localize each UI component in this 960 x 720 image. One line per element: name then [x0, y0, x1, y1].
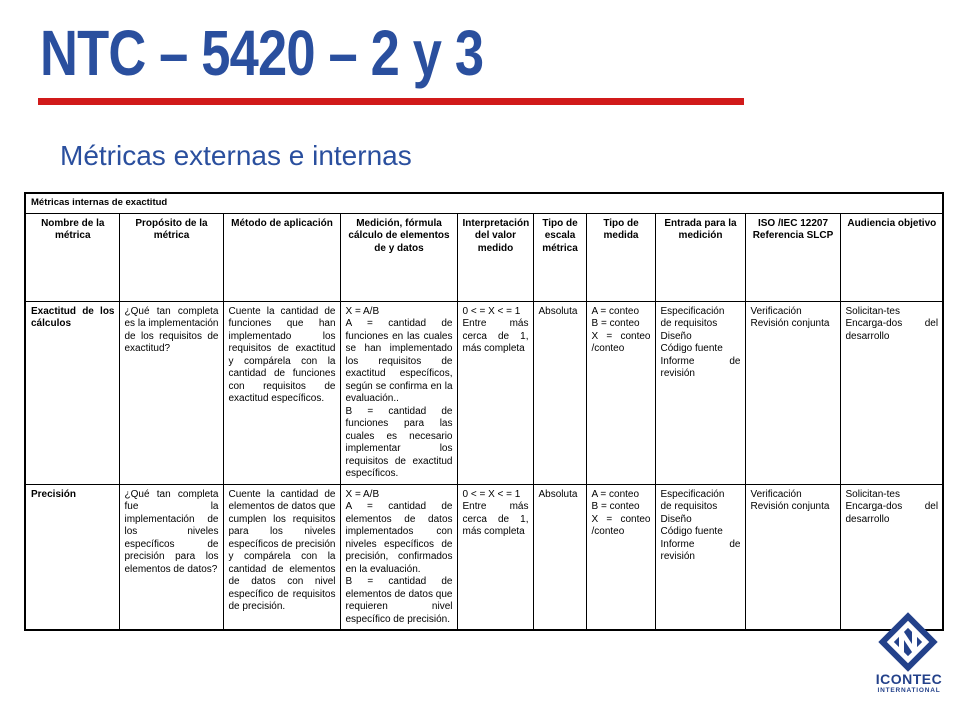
table-cell: Solicitan-tes Encarga-dos del desarrollo [840, 484, 943, 630]
table-cell: Cuente la cantidad de elementos de datos que cumplen los requisitos para los niveles específicos de precisión y compárela con la cantidad de elementos de datos con nivel específico de requisitos de precisión. [223, 484, 340, 630]
logo-subtext: INTERNATIONAL [877, 687, 941, 694]
slide-subtitle: Métricas externas e internas [60, 140, 412, 171]
table-row [25, 301, 943, 484]
table-cell: Verificación Revisión conjunta [745, 484, 840, 630]
table-cell: Absoluta [533, 484, 586, 630]
table-row [25, 484, 943, 630]
header-cell: Método de aplicación [223, 213, 340, 301]
table-cell: ¿Qué tan completa fue la implementación de los niveles específicos de precisión para los elementos de datos? [119, 484, 223, 630]
table-cell: X = A/B A = cantidad de elementos de datos implementados con niveles específicos de precisión, confirmados en la evaluación. B = cantidad de elementos de datos que requieren nivel específico de precisión. [340, 484, 457, 630]
metrics-table [24, 192, 944, 631]
metric-name-cell: Precisión [25, 484, 119, 630]
table-cell: A = conteo B = conteo X = conteo /conteo [586, 301, 655, 484]
table-cell: Absoluta [533, 301, 586, 484]
header-cell: Interpretación del valor medido [457, 213, 533, 301]
header-cell: Tipo de escala métrica [533, 213, 586, 301]
table-cell: Solicitan-tes Encarga-dos del desarrollo [840, 301, 943, 484]
title-underline [38, 98, 744, 105]
header-cell: ISO /IEC 12207 Referencia SLCP [745, 213, 840, 301]
header-cell: Medición, fórmula cálculo de elementos de y datos [340, 213, 457, 301]
table-cell: Verificación Revisión conjunta [745, 301, 840, 484]
table-caption: Métricas internas de exactitud [25, 193, 943, 213]
table-cell: ¿Qué tan completa es la implementación de los requisitos de exactitud? [119, 301, 223, 484]
header-cell: Tipo de medida [586, 213, 655, 301]
slide-title: NTC – 5420 – 2 y 3 [40, 17, 484, 89]
table-cell: A = conteo B = conteo X = conteo /conteo [586, 484, 655, 630]
table-cell: X = A/B A = cantidad de funciones en las cuales se han implementado los requisitos de exactitud específicos, según se confirma en la evaluación.. B = cantidad de funciones para las cuales es necesario implementar los requisitos de exactitud específicos. [340, 301, 457, 484]
metric-name-cell: Exactitud de los cálculos [25, 301, 119, 484]
table-cell: 0 < = X < = 1 Entre más cerca de 1, más completa [457, 484, 533, 630]
table-cell: Especificación de requisitos Diseño Código fuente Informe de revisión [655, 484, 745, 630]
logo-name: ICONTEC [875, 671, 943, 687]
table-cell: 0 < = X < = 1 Entre más cerca de 1, más completa [457, 301, 533, 484]
table-cell: Especificación de requisitos Diseño Código fuente Informe de revisión [655, 301, 745, 484]
table-header-row [25, 213, 943, 301]
header-cell: Entrada para la medición [655, 213, 745, 301]
header-cell: Propósito de la métrica [119, 213, 223, 301]
table-cell: Cuente la cantidad de funciones que han implementado los requisitos de exactitud y compárela con la cantidad de funciones con requisitos de exactitud específicos. [223, 301, 340, 484]
header-cell: Audiencia objetivo [840, 213, 943, 301]
header-cell: Nombre de la métrica [25, 213, 119, 301]
icontec-logo [866, 608, 950, 712]
logo-wordmark [866, 672, 952, 695]
